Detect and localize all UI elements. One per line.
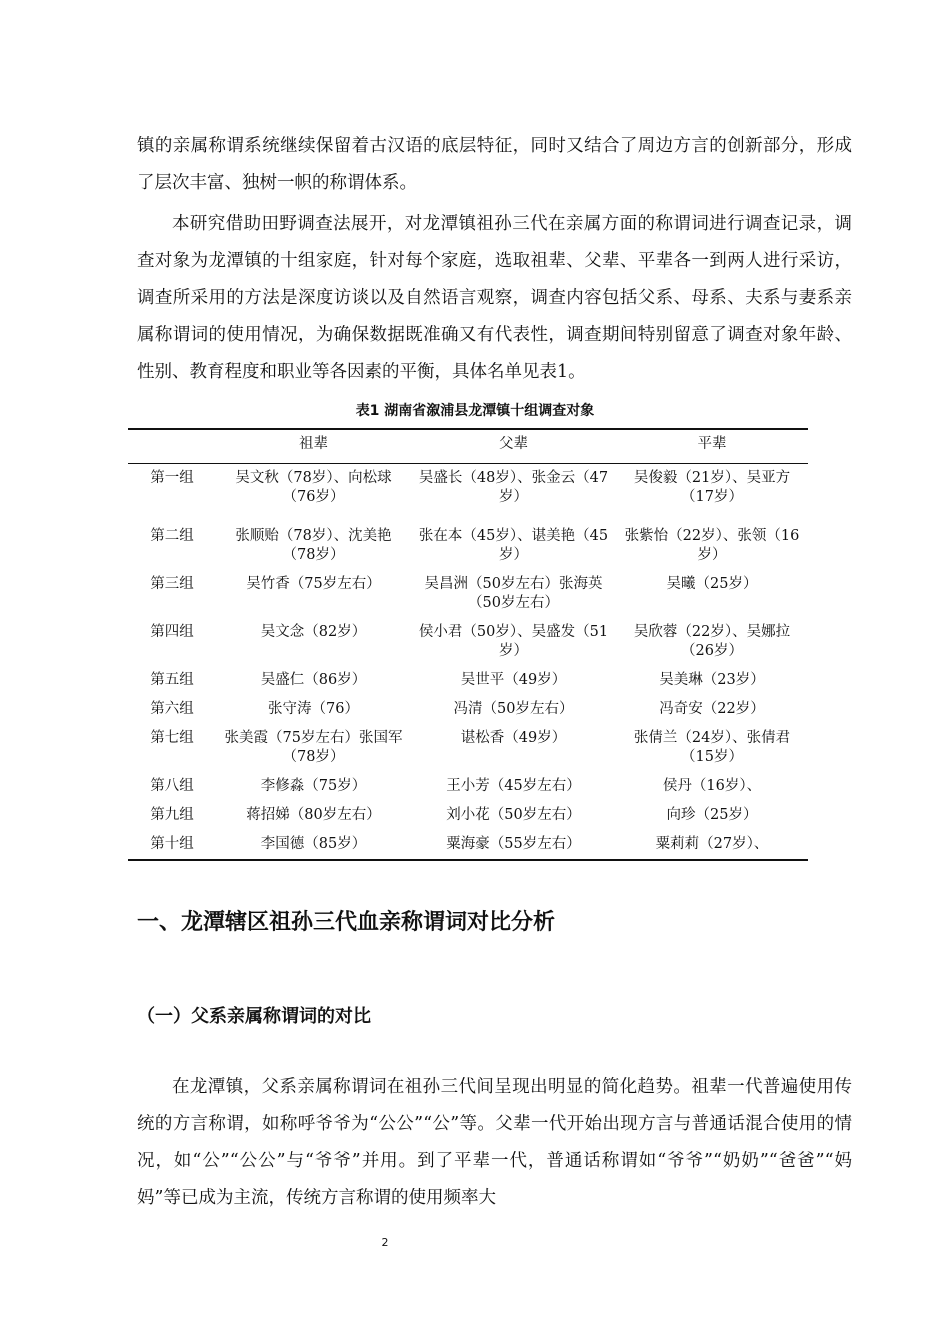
table-row [128, 522, 808, 570]
group-cell: 第七组 [150, 730, 194, 746]
table-header-row [128, 429, 808, 464]
table-cell: 侯小君（50岁）、吴盛发（51岁） [418, 624, 609, 659]
table-cell: 张在本（45岁）、谌美艳（45岁） [418, 528, 609, 563]
table-cell: 吴俊毅（21岁）、吴亚方（17岁） [633, 470, 791, 505]
header-cell: 父辈 [499, 436, 528, 452]
page-number: 2 [381, 1236, 389, 1249]
table-cell: 粟莉莉（27岁）、 [655, 836, 769, 852]
table-cell: 吴昌洲（50岁左右）张海英（50岁左右） [424, 576, 603, 611]
group-cell: 第九组 [150, 807, 194, 823]
table-cell: 向珍（25岁） [666, 807, 758, 823]
table-cell: 吴文秋（78岁）、向松球（76岁） [235, 470, 392, 505]
table-cell: 吴文念（82岁） [260, 624, 367, 640]
group-cell: 第三组 [150, 576, 194, 592]
table-caption: 表1 湖南省溆浦县龙潭镇十组调查对象 [355, 403, 595, 419]
table-cell: 张守涛（76） [268, 701, 359, 717]
group-cell: 第十组 [150, 836, 194, 852]
table-row [128, 830, 808, 860]
table-cell: 刘小花（50岁左右） [446, 807, 581, 823]
header-cell: 祖辈 [299, 436, 328, 452]
table-row [128, 666, 808, 695]
table-cell: 粟海豪（55岁左右） [446, 836, 581, 852]
table-cell: 冯奇安（22岁） [659, 701, 765, 717]
group-cell: 第二组 [150, 528, 194, 544]
table-cell: 吴竹香（75岁左右） [246, 576, 381, 592]
group-cell: 第八组 [150, 778, 194, 794]
table-cell: 张倩兰（24岁）、张倩君（15岁） [633, 730, 791, 765]
paragraph-intro-continued [137, 128, 852, 202]
group-cell: 第五组 [150, 672, 194, 688]
table-row [128, 464, 808, 523]
header-cell: 平辈 [697, 436, 727, 452]
table-cell: 吴欣蓉（22岁）、吴娜拉（26岁） [633, 624, 791, 659]
table-row [128, 618, 808, 666]
table-row [128, 801, 808, 830]
paragraph-text: 镇的亲属称谓系统继续保留着古汉语的底层特征，同时又结合了周边方言的创新部分，形成了层次丰富、独树一帜的称谓体系。 [137, 136, 852, 193]
table-cell: 张紫怡（22岁）、张领（16岁） [624, 528, 800, 563]
section-heading: 一、龙潭辖区祖孙三代血亲称谓词对比分析 [137, 910, 556, 935]
paragraph-method [137, 206, 852, 391]
table-row [128, 724, 808, 772]
table-cell: 吴盛仁（86岁） [260, 672, 367, 688]
group-cell: 第一组 [150, 470, 194, 486]
table-row [128, 772, 808, 801]
survey-table [128, 428, 808, 861]
table-cell: 吴盛长（48岁）、张金云（47岁） [418, 470, 609, 505]
table-cell: 张顺贻（78岁）、沈美艳（78岁） [235, 528, 392, 563]
paragraph-text: 本研究借助田野调查法展开，对龙潭镇祖孙三代在亲属方面的称谓词进行调查记录，调查对象为龙潭镇的十组家庭，针对每个家庭，选取祖辈、父辈、平辈各一到两人进行采访，调查所采用的方法是深度访谈以及自然语言观察，调查内容包括父系、母系、夫系与妻系亲属称谓词的使用情况，为确保数据既准确又有代表性，调查期间特别留意了调查对象年龄、性别、教育程度和职业等各因素的平衡，具体名单见表1。 [137, 214, 852, 382]
table-cell: 吴世平（49岁） [460, 672, 567, 688]
table-cell: 冯清（50岁左右） [453, 701, 574, 717]
table-cell: 侯丹（16岁）、 [662, 778, 762, 794]
header-cell [128, 429, 216, 464]
table-cell: 王小芳（45岁左右） [446, 778, 581, 794]
table-cell: 吴美琳（23岁） [659, 672, 765, 688]
table-cell: 吴曦（25岁） [666, 576, 758, 592]
group-cell: 第四组 [150, 624, 194, 640]
table-row [128, 695, 808, 724]
table-row [128, 570, 808, 618]
table-cell: 谌松香（49岁） [460, 730, 567, 746]
subsection-heading: （一）父系亲属称谓词的对比 [137, 1006, 371, 1027]
table-cell: 张美霞（75岁左右）张国军（78岁） [224, 730, 403, 765]
group-cell: 第六组 [150, 701, 194, 717]
table-cell: 李国德（85岁） [260, 836, 367, 852]
table-cell: 蒋招娣（80岁左右） [246, 807, 381, 823]
paragraph-text: 在龙潭镇，父系亲属称谓词在祖孙三代间呈现出明显的简化趋势。祖辈一代普遍使用传统的方言称谓，如称呼爷爷为“公公”“公”等。父辈一代开始出现方言与普通话混合使用的情况，如“公”“公公”与“爷爷”并用。到了平辈一代，普通话称谓如“爷爷”“奶奶”“爸爸”“妈妈”等已成为主流，传统方言称谓的使用频率大 [137, 1077, 852, 1208]
paragraph-paternal [137, 1069, 852, 1217]
table-cell: 李修淼（75岁） [260, 778, 367, 794]
